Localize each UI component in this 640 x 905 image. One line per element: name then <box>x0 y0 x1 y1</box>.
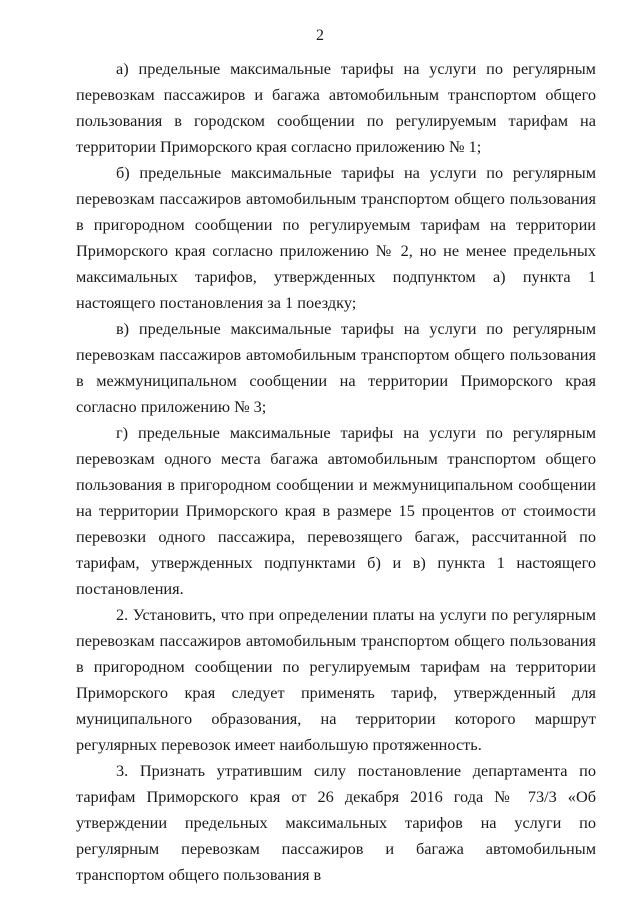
paragraph-subpoint-g: г) предельные максимальные тарифы на услуги по регулярным перевозкам одного места багажа автомобильным транспортом общего пользования в пригородном сообщении и межмуниципальном сообщении на территории Приморского края в размере 15 процентов от стоимости перевозки одного пассажира, перевозящего багаж, рассчитанной по тарифам, утвержденных подпунктами б) и в) пункта 1 настоящего постановления. <box>76 423 596 598</box>
page-number: 2 <box>316 27 324 44</box>
paragraph-subpoint-a: а) предельные максимальные тарифы на услуги по регулярным перевозкам пассажиров и багажа автомобильным транспортом общего пользования в городском сообщении по регулируемым тарифам на территории Приморского края согласно приложению № 1; <box>76 59 596 156</box>
paragraph-point-2: 2. Установить, что при определении платы на услуги по регулярным перевозкам пассажиров автомобильным транспортом общего пользования в пригородном сообщении по регулируемым тарифам на территории Приморского края следует применять тариф, утвержденный для муниципального образования, на территории которого маршрут регулярных перевозок имеет наибольшую протяженность. <box>76 605 596 754</box>
paragraph-point-3: 3. Признать утратившим силу постановление департамента по тарифам Приморского края от 26 декабря 2016 года № 73/3 «Об утверждении предельных максимальных тарифов на услуги по регулярным перевозкам пассажиров и багажа автомобильным транспортом общего пользования в <box>76 761 596 884</box>
paragraph-subpoint-b: б) предельные максимальные тарифы на услуги по регулярным перевозкам пассажиров автомобильным транспортом общего пользования в пригородном сообщении по регулируемым тарифам на территории Приморского края согласно приложению № 2, но не менее предельных максимальных тарифов, утвержденных подпунктом а) пункта 1 настоящего постановления за 1 поездку; <box>76 163 596 312</box>
paragraph-subpoint-v: в) предельные максимальные тарифы на услуги по регулярным перевозкам пассажиров автомобильным транспортом общего пользования в межмуниципальном сообщении на территории Приморского края согласно приложению № 3; <box>76 319 596 416</box>
document-body <box>76 56 596 888</box>
